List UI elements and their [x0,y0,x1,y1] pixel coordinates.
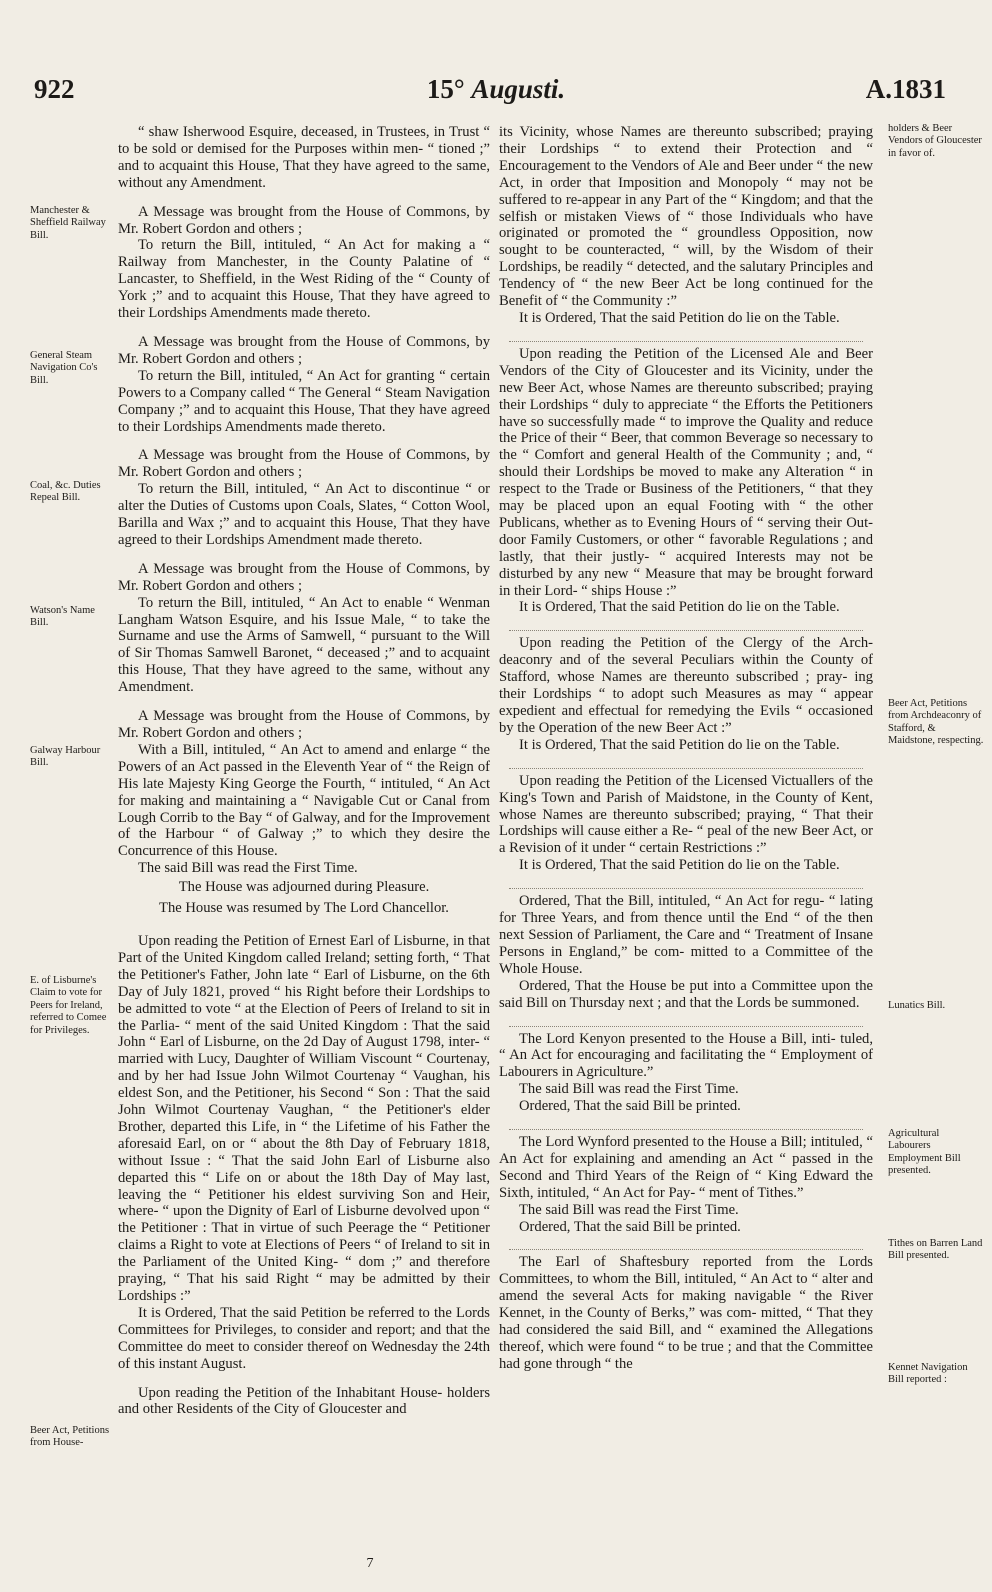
paragraph: Ordered, That the said Bill be printed. [519,1218,741,1235]
margin-note-holders: holders & Beer Vendors of Gloucester in favor of. [888,123,982,159]
margin-note-galway: Galway Harbour Bill. [30,745,101,769]
margin-note-lisburne: E. of Lisburne's Claim to vote for Peers for Ireland, referred to Comee for Privileges. [30,975,107,1036]
margin-note-coal: Coal, &c. Duties Repeal Bill. [30,480,101,504]
margin-note-manchester: Manchester & Sheffield Railway Bill. [30,205,106,241]
margin-note-lunatics: Lunatics Bill. [888,1000,946,1011]
paragraph: its Vicinity, whose Names are thereunto subscribed; praying their Lordships “ to extend their Protection and “ Encouragement to the Vendors of Ale and Beer under “ the new Act, in order that Imposition and Monopoly “ may not be suffered to re-appear in any Part of the “ Kingdom; and that the selfish or mistaken Views of “ those Individuals who have originated or promoted the “ groundless Opposition, now sought to be counteracted, “ will, by the Wisdom of their Lordships, be readily “ detected, and the salutary Principles and Tendency of “ the new Beer Act be long continued for the Benefit of “ the Community :” [499,124,873,310]
signature-mark: 7 [366,1556,374,1571]
section-divider [509,1012,863,1027]
margin-note-beer-house: Beer Act, Petitions from House- [30,1425,110,1449]
paragraph: Ordered, That the said Bill be printed. [519,1098,741,1115]
paragraph: It is Ordered, That the said Petition do lie on the Table. [519,309,840,326]
page-year: A.1831 [865,74,946,104]
paragraph: The Lord Kenyon presented to the House a Bill, inti- tuled, “ An Act for encouraging and facilitating the “ Employment of Labourers in Agriculture.” [499,1030,873,1081]
paragraph: It is Ordered, That the said Petition do lie on the Table. [519,857,840,874]
margin-note-watson: Watson's Name Bill. [30,605,95,629]
paragraph: To return the Bill, intituled, “ An Act to enable “ Wenman Langham Watson Esquire, and his Issue Male, “ to take the Surname and use the Arms of Samwell, “ pursuant to the Will of Sir Thomas Samwell Baronet, “ deceased ;” and to acquaint this House, That they have agreed to the same, without any Amendment. [118,594,490,696]
margin-note-kennet: Kennet Navigation Bill reported : [888,1362,968,1386]
paragraph: It is Ordered, That the said Petition do lie on the Table. [519,736,840,753]
section-divider [509,327,863,342]
paragraph: With a Bill, intituled, “ An Act to amend and enlarge “ the Powers of an Act passed in the Eleventh Year of “ the Reign of His late Majesty King George the Fourth, “ intituled, “ An Act for making and maintaining a “ Navigable Cut or Canal from Lough Corrib to the Bay “ of Galway, and for the Improvement of the Harbour “ of Galway ;” to which they desire the Concurrence of this House. [118,741,490,860]
section-divider [509,1235,863,1250]
section-divider [509,754,863,769]
paragraph: To return the Bill, intituled, “ An Act for granting “ certain Powers to a Company called “ The General “ Steam Navigation Company ;” and to acquaint this House, That they have agreed to their Lordships Amendments made thereto. [118,367,490,435]
paragraph: The Earl of Shaftesbury reported from the Lords Committees, to whom the Bill, intituled, “ An Act to “ alter and amend the several Acts for making navigable “ the River Kennet, in the County of Berks,” was com- mitted, “ That they had considered the said Bill, and “ examined the Allegations thereof, which were found “ to be true ; and that the Committee had gone through “ the [499,1254,873,1372]
paragraph: A Message was brought from the House of Commons, by Mr. Robert Gordon and others ; [118,560,490,594]
paragraph: The said Bill was read the First Time. [519,1081,739,1098]
section-divider [509,874,863,889]
right-column [499,124,873,1373]
paragraph: A Message was brought from the House of Commons, by Mr. Robert Gordon and others ; [118,447,490,481]
paragraph: Upon reading the Petition of Ernest Earl of Lisburne, in that Part of the United Kingdom called Ireland; setting forth, “ That the Petitioner's Father, John late “ Earl of Lisburne, on the 6th Day of July 1821, proved “ his Right before their Lordships to be admitted to vote “ at the Election of Peers of Ireland to sit in the Parlia- “ ment of the said United Kingdom : That the said John “ Earl of Lisburne, on the 2d Day of August 1798, inter- “ married with Lucy, Daughter of William Viscount “ Courtenay, and by her had Issue John Wilmot Courtenay “ Vaughan, his eldest Son, and the Petitioner, his Second “ Son : That the said John Wilmot Courtenay Vaughan, “ the Petitioner's elder Brother, departed this Life, in “ the Lifetime of his Father the aforesaid Earl, on or “ about the 8th Day of February 1818, without Issue : “ That the said John Earl of Lisburne also departed this “ Life on or about the 18th Day of May last, leaving the “ Petitioner his eldest surviving Son and Heir, where- “ upon the Dignity of Earl of Lisburne devolved upon “ the Petitioner : That in virtue of such Peerage the “ Petitioner claims a Right to vote at Elections of Peers “ of Ireland to sit in the Parliament of the United King- “ dom ;” and therefore praying, “ That his said Right “ may be admitted by their Lordships :” [118,932,490,1304]
paragraph: Upon reading the Petition of the Licensed Ale and Beer Vendors of the City of Gloucester and its Vicinity, under the new Beer Act, whose Names are thereunto subscribed; praying their Lordships “ duly to appreciate “ the Efforts the Petitioners have so successfully made “ to improve the Quality and reduce the Price of their “ Beer, that common Beverage so necessary to the “ Comfort and general Health of the Community ; and, “ should their Lordships be moved to make any Alteration “ in respect to the Trade or Business of the Petitioners, “ that they may be placed upon an equal Footing with “ the other Publicans, whether as to Evening Hours of “ serving their Out-door Family Customers, or other “ favorable Regulations ; and lastly, that their justly- “ acquired Interests may not be disturbed by any new “ Measure that may be brought forward in their Lord- “ ships House :” [499,345,873,599]
paragraph: It is Ordered, That the said Petition be referred to the Lords Committees for Privileges, to consider and report; and that the Committee do meet to consider thereof on Wednesday the 24th of this instant August. [118,1304,490,1372]
paragraph: To return the Bill, intituled, “ An Act for making a “ Railway from Manchester, in the County Palatine of “ Lancaster, to Sheffield, in the West Riding of the “ County of York ;” and to acquaint this House, That they have agreed to their Lordships Amendments made thereto. [118,237,490,322]
left-column [118,124,490,1418]
paragraph: A Message was brought from the House of Commons, by Mr. Robert Gordon and others ; [118,333,490,367]
page-number: 922 [34,74,75,104]
paragraph: To return the Bill, intituled, “ An Act to discontinue “ or alter the Duties of Customs upon Coals, Slates, “ Cotton Wool, Barilla and Wax ;” and to acquaint this House, That they have agreed to their Lordships Amendment made thereto. [118,481,490,548]
paragraph: The House was resumed by The Lord Chancellor. [159,900,449,917]
paragraph: It is Ordered, That the said Petition do lie on the Table. [519,599,840,616]
margin-note-beer-stafford: Beer Act, Petitions from Archdeaconry of Stafford, & Maidstone, respecting. [888,698,984,747]
paragraph: Ordered, That the Bill, intituled, “ An Act for regu- “ lating for Three Years, and from thence until the End “ of the then next Session of Parliament, the Care and “ Treatment of Insane Persons in England,” be com- mitted to a Committee of the Whole House. [499,893,873,977]
paragraph: The Lord Wynford presented to the House a Bill; intituled, “ An Act for explaining and amending an Act “ passed in the Second and Third Years of the Reign of “ King Edward the Sixth, intituled, “ An Act for Pay- “ ment of Tithes.” [499,1134,873,1201]
paragraph: “ shaw Isherwood Esquire, deceased, in Trustees, in Trust “ to be sold or demised for the Purposes within men- “ tioned ;” and to acquaint this House, That they have agreed to the same, without any Amendment. [118,124,490,191]
page-date-heading [0,74,992,114]
paragraph: Ordered, That the House be put into a Committee upon the said Bill on Thursday next ; and that the Lords be summoned. [499,977,873,1011]
paragraph: A Message was brought from the House of Commons, by Mr. Robert Gordon and others ; [118,203,490,237]
paragraph: The said Bill was read the First Time. [138,860,358,877]
margin-note-agricultural: Agricultural Labourers Employment Bill presented. [888,1128,961,1177]
paragraph: The House was adjourned during Pleasure. [178,879,430,896]
margin-note-tithes: Tithes on Barren Land Bill presented. [888,1238,983,1262]
paragraph: The said Bill was read the First Time. [519,1201,739,1218]
margin-note-steam: General Steam Navigation Co's Bill. [30,350,98,386]
paragraph: A Message was brought from the House of Commons, by Mr. Robert Gordon and others ; [118,708,490,741]
paragraph: Upon reading the Petition of the Licensed Victuallers of the King's Town and Parish of Maidstone, in the County of Kent, whose Names are thereunto subscribed; praying, “ That their Lordships will cause either a Re- “ peal of the new Beer Act, or a Revision of it under “ certain Restrictions :” [499,772,873,857]
date-month: Augusti. [471,74,566,104]
section-divider [509,1115,863,1130]
paragraph: Upon reading the Petition of the Clergy of the Arch- deaconry and of the several Peculiars within the County of Stafford, whose Names are thereunto subscribed ; pray- ing their Lordships “ to adopt such Measures as may “ appear expedient and effectual for remedying the Evils “ occasioned by the Operation of the new Beer Act :” [499,635,873,736]
paragraph: Upon reading the Petition of the Inhabitant House- holders and other Residents of the City of Gloucester and [118,1384,490,1418]
section-divider [509,616,863,631]
date-day: 15° [426,74,465,104]
